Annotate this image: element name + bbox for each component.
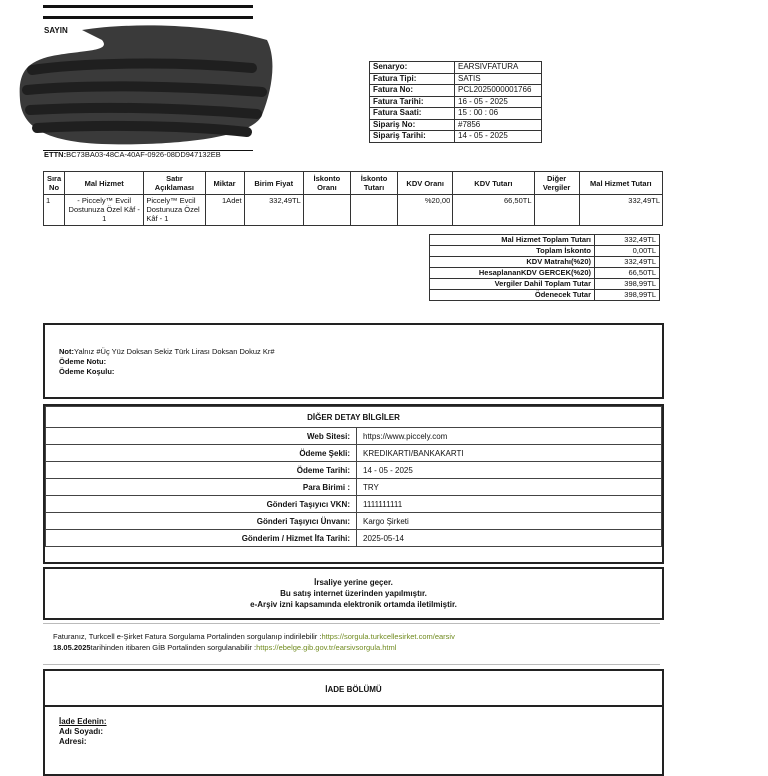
return-address-label: Adresi: [59,737,87,746]
details-key: Ödeme Şekli: [46,445,357,462]
info-value: 14 - 05 - 2025 [455,131,542,143]
totals-row [430,290,660,301]
info-value: #7856 [455,119,542,131]
info-row [370,119,542,131]
info-row [370,108,542,120]
items-header-row [44,172,663,195]
col-header-iskonto-orani: İskonto Oranı [303,172,350,195]
header-rule-top [43,5,253,8]
totals-value: 398,99TL [595,279,660,290]
portal-note-text: tarihinden itibaren GİB Portalinden sorgulanabilir : [90,643,257,652]
totals-row [430,257,660,268]
col-header-satir-aciklamasi: Satır Açıklaması [144,172,205,195]
cell-iskonto-tutari [350,195,397,226]
other-details-table [45,406,662,547]
totals-row [430,279,660,290]
info-key: Fatura Saati: [370,108,455,120]
details-value: Kargo Şirketi [357,513,662,530]
details-row [46,513,662,530]
details-title: DİĞER DETAY BİLGİLER [46,407,662,428]
info-key: Fatura Tipi: [370,73,455,85]
totals-key: Toplam İskonto [430,246,595,257]
details-key: Para Birimi : [46,479,357,496]
note-value: Yalnız #Üç Yüz Doksan Sekiz Türk Lirası Doksan Dokuz Kr# [74,347,275,356]
totals-key: Vergiler Dahil Toplam Tutar [430,279,595,290]
totals-value: 398,99TL [595,290,660,301]
cell-kdv-orani: %20,00 [398,195,453,226]
totals-key: KDV Matrahı(%20) [430,257,595,268]
info-key: Fatura Tarihi: [370,96,455,108]
cell-iskonto-orani [303,195,350,226]
info-value: 16 - 05 - 2025 [455,96,542,108]
details-value: KREDIKARTI/BANKAKARTI [357,445,662,462]
cell-satir-aciklamasi: Piccely™ Evcil Dostunuza Özel Kâf - 1 [144,195,205,226]
totals-row [430,268,660,279]
col-header-kdv-tutari: KDV Tutarı [453,172,534,195]
portal-note-date: 18.05.2025 [53,643,91,652]
totals-key: HesaplananKDV GERCEK(%20) [430,268,595,279]
dispatch-notice-line: e-Arşiv izni kapsamında elektronik ortamda iletilmiştir. [250,600,457,609]
portal-note-line1 [53,631,650,642]
info-row [370,73,542,85]
turkcell-portal-link[interactable]: https://sorgula.turkcellesirket.com/earsiv [321,632,455,641]
details-key: Web Sitesi: [46,428,357,445]
col-header-diger-vergiler: Diğer Vergiler [534,172,579,195]
return-sender-label: İade Edenin: [59,717,107,726]
cell-mal-hizmet: - Piccely™ Evcil Dostunuza Özel Kâf - 1 [65,195,144,226]
ettn-label: ETTN: [44,150,67,159]
customer-greeting: SAYIN [44,26,68,35]
details-value: TRY [357,479,662,496]
return-section-title: İADE BÖLÜMÜ [325,685,382,694]
info-row [370,62,542,74]
table-row [44,195,663,226]
col-header-mal-hizmet-tutari: Mal Hizmet Tutarı [579,172,662,195]
details-row [46,496,662,513]
totals-key: Mal Hizmet Toplam Tutarı [430,235,595,246]
ettn-line [44,150,221,159]
totals-value: 332,49TL [595,235,660,246]
note-box [43,323,664,399]
col-header-miktar: Miktar [205,172,244,195]
info-row [370,96,542,108]
info-value: EARSIVFATURA [455,62,542,74]
dispatch-notice-line: İrsaliye yerine geçer. [314,578,393,587]
details-value: https://www.piccely.com [357,428,662,445]
col-header-birim-fiyat: Birim Fiyat [244,172,303,195]
return-name-label: Adı Soyadı: [59,727,104,736]
header-rule-middle [43,16,253,19]
totals-row [430,235,660,246]
details-row [46,479,662,496]
cell-sira: 1 [44,195,65,226]
cell-mal-hizmet-tutari: 332,49TL [579,195,662,226]
details-value: 2025-05-14 [357,530,662,547]
details-row [46,428,662,445]
totals-row [430,246,660,257]
cell-miktar: 1Adet [205,195,244,226]
info-row [370,131,542,143]
col-header-sira: Sıra No [44,172,65,195]
payment-note-label: Ödeme Notu: [59,357,107,366]
other-details-box [43,404,664,564]
dispatch-notice-line: Bu satış internet üzerinden yapılmıştır. [280,589,427,598]
cell-diger-vergiler [534,195,579,226]
col-header-iskonto-tutari: İskonto Tutarı [350,172,397,195]
info-key: Fatura No: [370,85,455,97]
details-value: 1111111111 [357,496,662,513]
details-key: Gönderim / Hizmet İfa Tarihi: [46,530,357,547]
info-value: SATIS [455,73,542,85]
cell-kdv-tutari: 66,50TL [453,195,534,226]
info-row [370,85,542,97]
details-key: Ödeme Tarihi: [46,462,357,479]
details-key: Gönderi Taşıyıcı Ünvanı: [46,513,357,530]
cell-birim-fiyat: 332,49TL [244,195,303,226]
info-key: Sipariş No: [370,119,455,131]
details-row [46,462,662,479]
info-value: PCL2025000001766 [455,85,542,97]
totals-value: 0,00TL [595,246,660,257]
totals-table [429,234,660,301]
return-section-box [43,669,664,776]
gib-portal-link[interactable]: https://ebelge.gib.gov.tr/earsivsorgula.html [256,643,397,652]
details-key: Gönderi Taşıyıcı VKN: [46,496,357,513]
totals-value: 332,49TL [595,257,660,268]
dispatch-notice-box [43,567,664,620]
col-header-mal-hizmet: Mal Hizmet [65,172,144,195]
invoice-items-table [43,171,663,226]
col-header-kdv-orani: KDV Oranı [398,172,453,195]
details-row [46,445,662,462]
totals-key: Ödenecek Tutar [430,290,595,301]
details-value: 14 - 05 - 2025 [357,462,662,479]
portal-note-text: Faturanız, Turkcell e-Şirket Fatura Sorgulama Portalinden sorgulanıp indirilebilir : [53,632,322,641]
info-key: Sipariş Tarihi: [370,131,455,143]
redaction-scribble [12,20,282,150]
payment-terms-label: Ödeme Koşulu: [59,367,115,376]
portal-note [43,623,660,665]
note-line [59,347,275,357]
portal-note-line2 [53,642,650,653]
details-title-row [46,407,662,428]
totals-value: 66,50TL [595,268,660,279]
details-row [46,530,662,547]
note-label: Not: [59,347,74,356]
invoice-info-table [369,61,542,143]
info-value: 15 : 00 : 06 [455,108,542,120]
info-key: Senaryo: [370,62,455,74]
ettn-value: BC73BA03-48CA-40AF-0926-08DD947132EB [66,150,221,159]
